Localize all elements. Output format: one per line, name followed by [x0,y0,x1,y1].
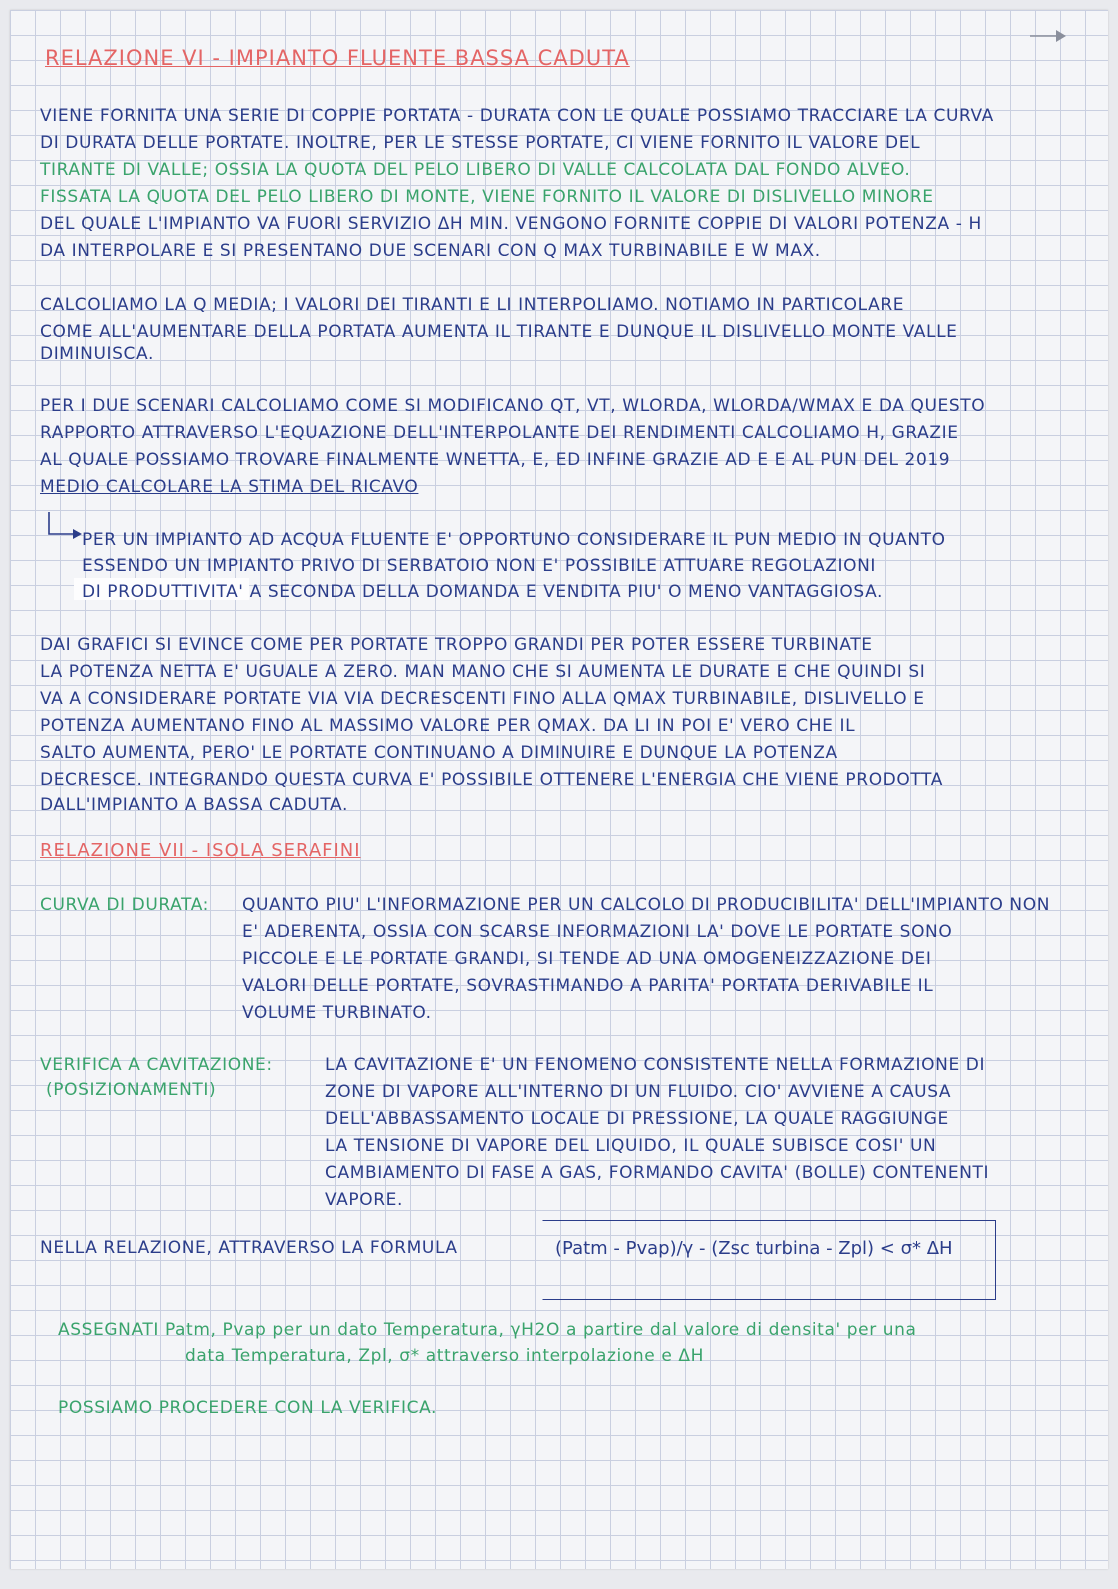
p1-line-1: VIENE FORNITA UNA SERIE DI COPPIE PORTATA - DURATA CON LE QUALE POSSIAMO TRACCIARE LA CURVA [40,106,994,126]
verifica-line-2: ZONE DI VAPORE ALL'INTERNO DI UN FLUIDO. CIO' AVVIENE A CAUSA [325,1082,952,1102]
p2-line-2: COME ALL'AUMENTARE DELLA PORTATA AUMENTA IL TIRANTE E DUNQUE IL DISLIVELLO MONTE VALLE [40,322,958,342]
p6-line-1: ASSEGNATI Patm, Pvap per un dato Temperatura, γH2O a partire dal valore di densita' per una [58,1320,917,1340]
hook-arrow-icon [45,510,85,540]
p1-line-5: DEL QUALE L'IMPIANTO VA FUORI SERVIZIO ΔH MIN. VENGONO FORNITE COPPIE DI VALORI POTENZA - Η [40,214,982,234]
p4-line-3: DI PRODUTTIVITA' A SECONDA DELLA DOMANDA E VENDITA PIU' O MENO VANTAGGIOSA. [82,582,884,602]
p4-line-1: PER UN IMPIANTO AD ACQUA FLUENTE E' OPPORTUNO CONSIDERARE IL PUN MEDIO IN QUANTO [82,530,946,550]
curva-line-3: PICCOLE E LE PORTATE GRANDI, SI TENDE AD UNA OMOGENEIZZAZIONE DEI [242,949,932,969]
curva-line-2: E' ADERENTA, OSSIA CON SCARSE INFORMAZIONI LA' DOVE LE PORTATE SONO [242,922,953,942]
title-relazione-vi: RELAZIONE VI - IMPIANTO FLUENTE BASSA CADUTA [45,46,630,70]
verifica-label: VERIFICA A CAVITAZIONE: [40,1055,273,1075]
p5-line-5: SALTO AUMENTA, PERO' LE PORTATE CONTINUANO A DIMINUIRE E DUNQUE LA POTENZA [40,743,838,763]
p6-line-2: data Temperatura, Zpl, σ* attraverso interpolazione e ΔH [185,1346,704,1366]
p7-line: POSSIAMO PROCEDERE CON LA VERIFICA. [58,1398,438,1418]
curva-label: CURVA DI DURATA: [40,895,209,915]
p1-line-3: TIRANTE DI VALLE; OSSIA LA QUOTA DEL PELO LIBERO DI VALLE CALCOLATA DAL FONDO ALVEO. [40,160,911,180]
arrow-right-icon [1028,28,1068,44]
curva-line-5: VOLUME TURBINATO. [242,1003,432,1023]
verifica-line-3: DELL'ABBASSAMENTO LOCALE DI PRESSIONE, LA QUALE RAGGIUNGE [325,1109,949,1129]
p3-line-2: RAPPORTO ATTRAVERSO L'EQUAZIONE DELL'INTERPOLANTE DEI RENDIMENTI CALCOLIAMO Η, GRAZIE [40,423,959,443]
curva-line-1: QUANTO PIU' L'INFORMAZIONE PER UN CALCOLO DI PRODUCIBILITA' DELL'IMPIANTO NON [242,895,1051,915]
verifica-line-5: CAMBIAMENTO DI FASE A GAS, FORMANDO CAVITA' (BOLLE) CONTENENTI [325,1163,990,1183]
p3-line-3: AL QUALE POSSIAMO TROVARE FINALMENTE WNETTA, E, ED INFINE GRAZIE AD E E AL PUN DEL 2019 [40,450,951,470]
p5-line-6: DECRESCE. INTEGRANDO QUESTA CURVA E' POSSIBILE OTTENERE L'ENERGIA CHE VIENE PRODOTTA [40,770,943,790]
verifica-line-6: VAPORE. [325,1190,403,1210]
p1-line-4: FISSATA LA QUOTA DEL PELO LIBERO DI MONTE, VIENE FORNITO IL VALORE DI DISLIVELLO MINORE [40,187,934,207]
verifica-sub: (POSIZIONAMENTI) [46,1080,217,1100]
p1-line-6: DA INTERPOLARE E SI PRESENTANO DUE SCENARI CON Q MAX TURBINABILE E W MAX. [40,241,821,261]
p3-line-1: PER I DUE SCENARI CALCOLIAMO COME SI MODIFICANO QT, VT, WLORDA, WLORDA/WMAX E DA QUESTO [40,396,986,416]
curva-line-4: VALORI DELLE PORTATE, SOVRASTIMANDO A PARITA' PORTATA DERIVABILE IL [242,976,934,996]
p3-line-4: MEDIO CALCOLARE LA STIMA DEL RICAVO [40,477,419,497]
formula-box [542,1220,996,1300]
p5-line-7: DALL'IMPIANTO A BASSA CADUTA. [40,795,348,815]
p2-line-3: DIMINUISCA. [40,344,154,364]
p4-line-2: ESSENDO UN IMPIANTO PRIVO DI SERBATOIO NON E' POSSIBILE ATTUARE REGOLAZIONI [82,556,876,576]
p5-line-2: LA POTENZA NETTA E' UGUALE A ZERO. MAN MANO CHE SI AUMENTA LE DURATE E CHE QUINDI SI [40,662,926,682]
p5-line-4: POTENZA AUMENTANO FINO AL MASSIMO VALORE PER QMAX. DA LI IN POI E' VERO CHE IL [40,716,856,736]
verifica-line-4: LA TENSIONE DI VAPORE DEL LIQUIDO, IL QUALE SUBISCE COSI' UN [325,1136,937,1156]
cavitation-formula: (Patm - Pvap)/γ - (Zsc turbina - Zpl) < σ* ΔH [555,1238,953,1259]
p5-line-1: DAI GRAFICI SI EVINCE COME PER PORTATE TROPPO GRANDI PER POTER ESSERE TURBINATE [40,635,873,655]
title-relazione-vii: RELAZIONE VII - ISOLA SERAFINI [40,840,361,861]
p1-line-2: DI DURATA DELLE PORTATE. INOLTRE, PER LE STESSE PORTATE, CI VIENE FORNITO IL VALORE DEL [40,133,921,153]
notebook-page [10,10,1108,1569]
formula-intro: NELLA RELAZIONE, ATTRAVERSO LA FORMULA [40,1238,458,1258]
p5-line-3: VA A CONSIDERARE PORTATE VIA VIA DECRESCENTI FINO ALLA QMAX TURBINABILE, DISLIVELLO E [40,689,925,709]
verifica-line-1: LA CAVITAZIONE E' UN FENOMENO CONSISTENTE NELLA FORMAZIONE DI [325,1055,986,1075]
p2-line-1: CALCOLIAMO LA Q MEDIA; I VALORI DEI TIRANTI E LI INTERPOLIAMO. NOTIAMO IN PARTICOLARE [40,295,905,315]
